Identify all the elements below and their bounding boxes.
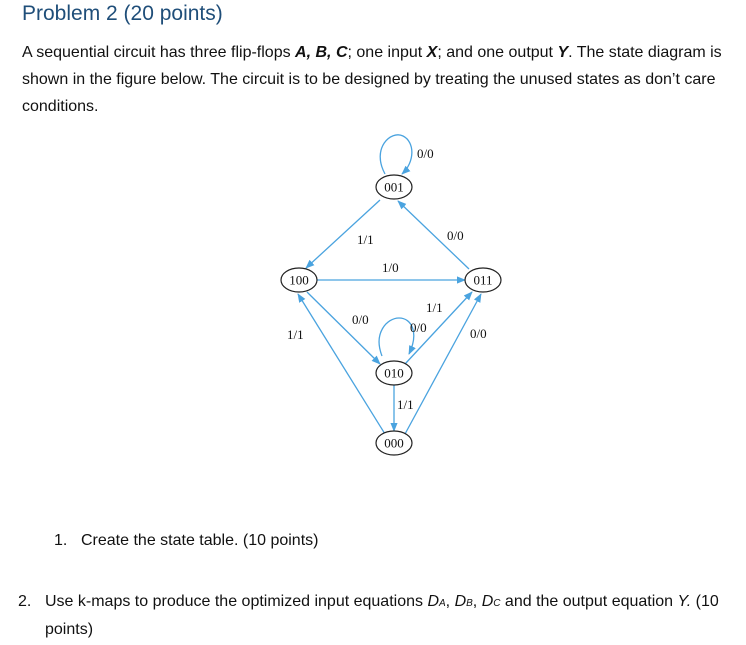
arrow-000-to-100 xyxy=(298,294,385,434)
eq-da-sub: A xyxy=(439,598,446,609)
arrow-100-to-010 xyxy=(307,292,380,364)
state-label-100: 100 xyxy=(289,272,309,288)
problem-title: Problem 2 (20 points) xyxy=(22,2,223,25)
state-label-010: 010 xyxy=(384,365,404,381)
flip-flop-c: C xyxy=(335,44,348,61)
question-1-number: 1. xyxy=(54,532,68,549)
label-100-to-011: 1/0 xyxy=(382,260,399,275)
output-y: Y xyxy=(557,44,569,61)
intro-text-3: ; and one output xyxy=(437,44,558,61)
flip-flop-b: B xyxy=(315,44,328,61)
question-2-pre: Use k-maps to produce the optimized input equations xyxy=(45,593,428,610)
state-label-011: 011 xyxy=(473,272,493,288)
eq-y: Y. xyxy=(677,593,692,610)
label-000-to-100: 1/1 xyxy=(287,327,304,342)
intro-text-1: A sequential circuit has three flip-flops xyxy=(22,44,296,61)
question-2-text xyxy=(45,589,735,643)
intro-text-2: ; one input xyxy=(347,44,427,61)
state-node-100 xyxy=(281,268,317,292)
label-010-to-000: 1/1 xyxy=(397,397,414,412)
state-label-000: 000 xyxy=(384,435,404,451)
question-2-mid: and the output equation xyxy=(500,593,678,610)
state-nodes xyxy=(281,175,501,455)
eq-dc-sub: C xyxy=(493,598,501,609)
question-2-number: 2. xyxy=(18,593,32,610)
problem-description xyxy=(22,39,744,120)
eq-dc xyxy=(482,593,501,610)
question-2-sep1: , xyxy=(445,593,455,610)
state-node-011 xyxy=(465,268,501,292)
question-2 xyxy=(18,589,742,643)
state-node-010 xyxy=(376,361,412,385)
state-node-001 xyxy=(376,175,412,199)
label-100-to-010: 0/0 xyxy=(352,312,369,327)
state-label-001: 001 xyxy=(384,179,404,195)
label-001-to-100: 1/1 xyxy=(357,232,374,247)
question-1-text: Create the state table. (10 points) xyxy=(81,532,319,549)
loop-001-arrow xyxy=(380,135,412,174)
loop-010-arrow xyxy=(379,318,414,356)
state-node-000 xyxy=(376,431,412,455)
label-001-loop: 0/0 xyxy=(417,146,434,161)
eq-db xyxy=(455,593,473,610)
intro-text-4: . The state diagram is shown in the figure below. The circuit is to be designed by treating the unused states as don’t care conditions. xyxy=(22,44,722,115)
flip-flop-a: A xyxy=(295,44,307,61)
state-diagram xyxy=(275,128,515,468)
eq-dc-main: D xyxy=(481,593,494,610)
question-1 xyxy=(54,528,318,554)
eq-da xyxy=(427,593,445,610)
question-2-sep2: , xyxy=(472,593,482,610)
intro-sep-2: , xyxy=(327,44,336,61)
label-011-to-001: 0/0 xyxy=(447,228,464,243)
label-010-loop: 0/0 xyxy=(410,320,427,335)
eq-db-main: D xyxy=(454,593,467,610)
input-x: X xyxy=(426,44,438,61)
label-000-to-011: 0/0 xyxy=(470,326,487,341)
arrow-000-to-011 xyxy=(405,294,481,434)
eq-da-main: D xyxy=(427,593,439,610)
intro-sep-1: , xyxy=(306,44,316,61)
eq-db-sub: B xyxy=(466,598,473,609)
label-010-to-011: 1/1 xyxy=(426,300,443,315)
question-2-post: (10 points) xyxy=(45,593,719,638)
